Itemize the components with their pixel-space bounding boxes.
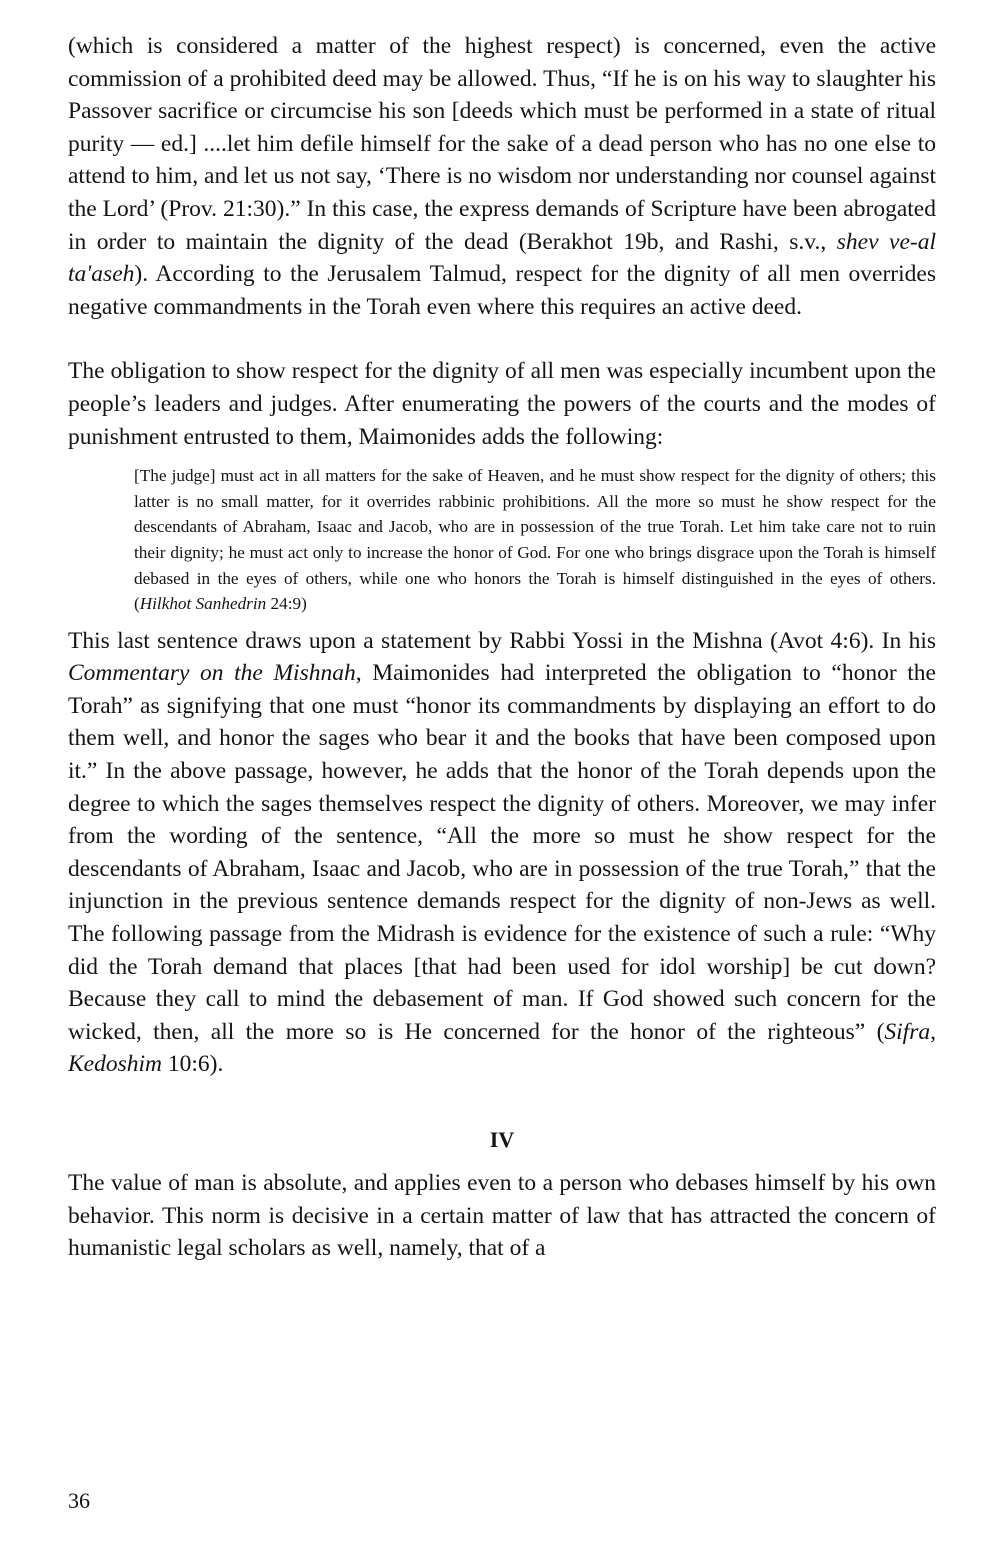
italic-citation: Sifra, Kedoshim: [68, 1018, 936, 1078]
paragraph-value-of-man: [68, 1167, 936, 1265]
page-content: [68, 30, 936, 1265]
paragraph-text: , Maimonides had interpreted the obligation to “honor the Torah” as signifying that one must “honor its commandments by displaying an effort to do them well, and honor the sages who bear it and the books that have been composed upon it.” In the above passage, however, he adds that the honor of the Torah depends upon the degree to which the sages themselves respect the dignity of others. Moreover, we may infer from the wording of the sentence, “All the more so must he show respect for the descendants of Abraham, Isaac and Jacob, who are in possession of the true Torah,” that the injunction in the previous sentence demands respect for the dignity of non-Jews as well. The following passage from the Midrash is evidence for the existence of such a rule: “Why did the Torah demand that places [that had been used for idol worship] be cut down? Because they call to mind the debasement of man. If God showed such concern for the wicked, then, all the more so is He concerned for the honor of the righteous” (: [68, 660, 936, 1045]
paragraph-text: The value of man is absolute, and applies even to a person who debases himself by his own behavior. This norm is decisive in a certain matter of law that has attracted the concern of humanistic legal scholars as well, namely, that of a: [68, 1170, 936, 1262]
italic-term: shev ve-al ta'aseh: [68, 228, 936, 288]
paragraph-rabbi-yossi: [68, 625, 936, 1081]
page-number: 36: [68, 1488, 90, 1513]
paragraph-text: This last sentence draws upon a statement by Rabbi Yossi in the Mishna (Avot 4:6). In his: [68, 627, 936, 654]
italic-title: Commentary on the Mishnah: [68, 660, 356, 687]
paragraph-obligation-of-leaders: [68, 355, 936, 453]
paragraph-dignity-of-dead: [68, 30, 936, 323]
quote-citation-title: Hilkhot Sanhedrin: [139, 594, 267, 614]
quote-citation-reference: 24:9): [266, 594, 307, 614]
paragraph-text: 10:6).: [162, 1051, 224, 1078]
quote-text: [The judge] must act in all matters for the sake of Heaven, and he must show respect for the dignity of others; this latter is no small matter, for it overrides rabbinic prohibitions. All the more so must he show respect for the descendants of Abraham, Isaac and Jacob, who are in possession of the true Torah. Let him take care not to ruin their dignity; he must act only to increase the honor of God. For one who brings disgrace upon the Torah is himself debased in the eyes of others, while one who honors the Torah is himself distinguished in the eyes of others. (: [134, 466, 936, 614]
paragraph-text: The obligation to show respect for the dignity of all men was especially incumbent upon the people’s leaders and judges. After enumerating the powers of the courts and the modes of punishment entrusted to them, Maimonides adds the following:: [68, 358, 936, 450]
paragraph-text: ). According to the Jerusalem Talmud, respect for the dignity of all men overrides negative commandments in the Torah even where this requires an active deed.: [68, 261, 936, 320]
paragraph-text: (which is considered a matter of the highest respect) is concerned, even the active commission of a prohibited deed may be allowed. Thus, “If he is on his way to slaughter his Passover sacrifice or circumcise his son [deeds which must be performed in a state of ritual purity — ed.] ....let him defile himself for the sake of a dead person who has no one else to attend to him, and let us not say, ‘There is no wisdom nor understanding nor counsel against the Lord’ (Prov. 21:30).” In this case, the express demands of Scripture have been abrogated in order to maintain the dignity of the dead (Berakhot 19b, and Rashi, s.v.,: [68, 33, 936, 255]
section-heading: IV: [489, 1127, 515, 1152]
block-quote-maimonides: [134, 463, 936, 617]
